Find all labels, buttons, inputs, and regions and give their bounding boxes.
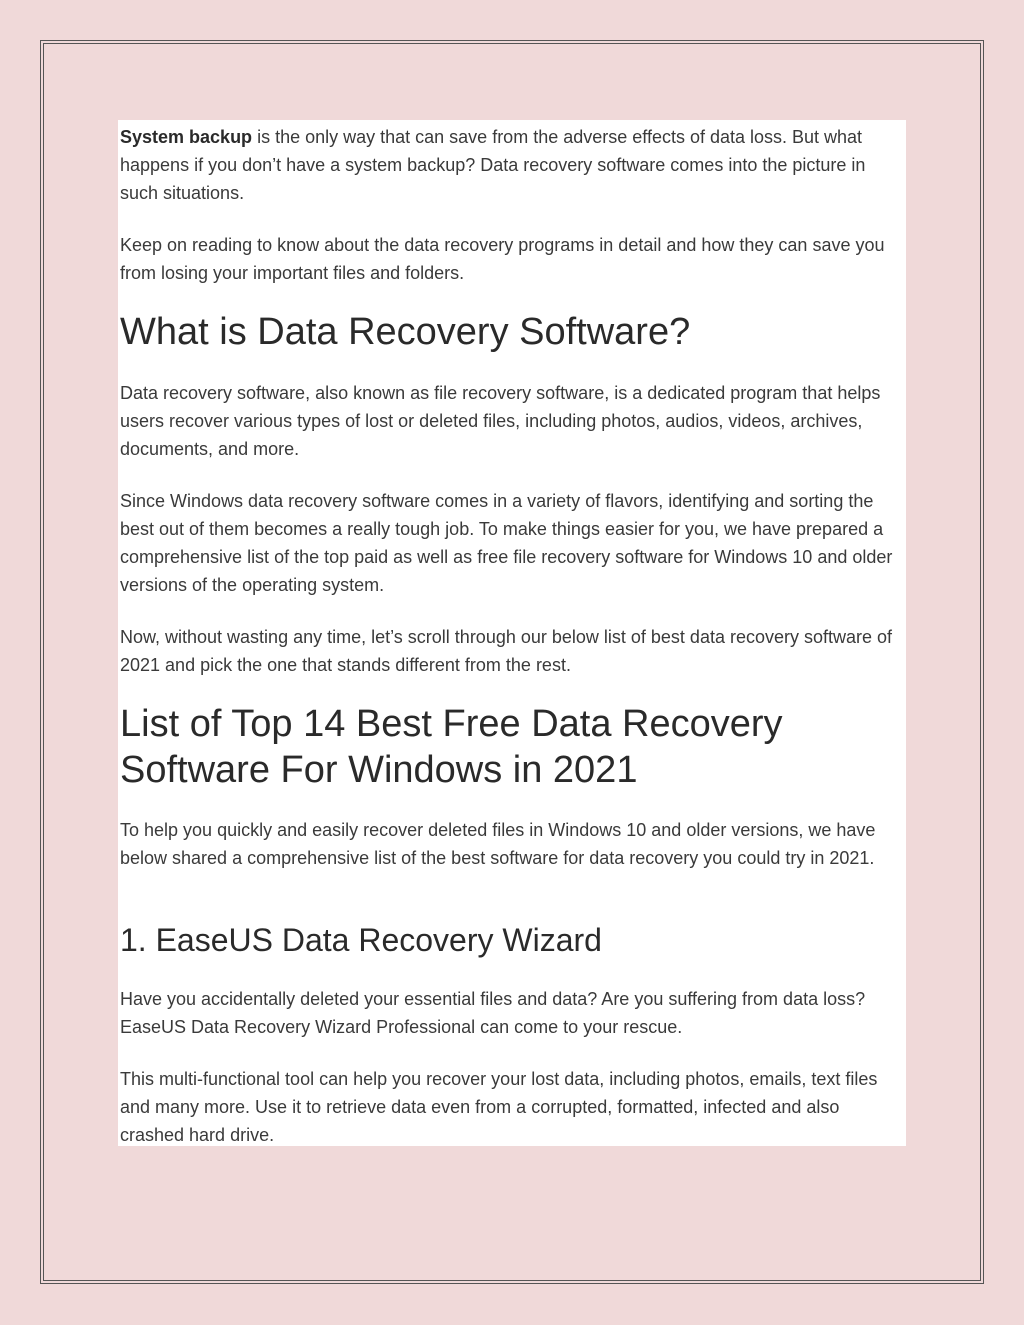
system-backup-bold: System backup [120,127,253,147]
article-content [118,120,906,1146]
heading-easeus: 1. EaseUS Data Recovery Wizard [120,922,602,958]
intro-paragraph [120,123,906,207]
heading-what-is-data-recovery: What is Data Recovery Software? [120,311,691,353]
scroll-paragraph: Now, without wasting any time, let’s scroll through our below list of best data recovery software of 2021 and pick the one that stands different from the rest. [120,627,893,675]
heading-list-top-14: List of Top 14 Best Free Data Recovery Software For Windows in 2021 [120,703,783,791]
list-intro-paragraph: To help you quickly and easily recover deleted files in Windows 10 and older versions, we have below shared a comprehensive list of the best software for data recovery you could try in 2021. [120,820,876,868]
easeus-paragraph-2: This multi-functional tool can help you recover your lost data, including photos, emails, text files and many more. Use it to retrieve data even from a corrupted, formatted, infected and also crashed hard drive. [120,1069,878,1145]
reading-paragraph: Keep on reading to know about the data recovery programs in detail and how they can save you from losing your important files and folders. [120,235,885,283]
variety-paragraph: Since Windows data recovery software comes in a variety of flavors, identifying and sorting the best out of them becomes a really tough job. To make things easier for you, we have prepared a comprehensive list of the top paid as well as free file recovery software for Windows 10 and older versions of the operating system. [120,491,893,595]
easeus-paragraph-1: Have you accidentally deleted your essential files and data? Are you suffering from data loss? EaseUS Data Recovery Wizard Professional can come to your rescue. [120,989,866,1037]
definition-paragraph: Data recovery software, also known as file recovery software, is a dedicated program that helps users recover various types of lost or deleted files, including photos, audios, videos, archives, documents, and more. [120,383,881,459]
intro-paragraph-text: is the only way that can save from the adverse effects of data loss. But what happens if you don’t have a system backup? Data recovery software comes into the picture in such situations. [120,127,866,203]
